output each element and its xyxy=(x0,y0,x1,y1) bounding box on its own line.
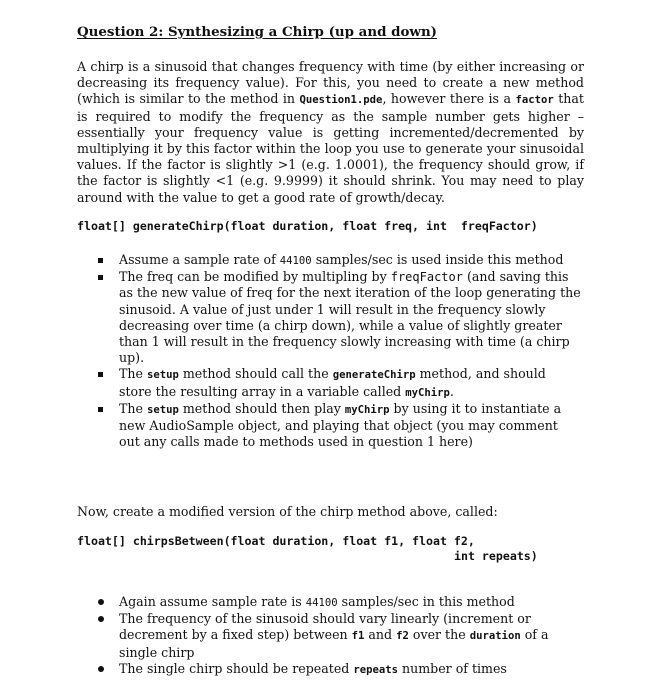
list-text: Assume a sample rate of xyxy=(119,252,280,267)
chirp-requirements-list xyxy=(119,252,582,450)
list-text: method, and should store the resulting array in a variable called xyxy=(119,366,546,399)
list-item xyxy=(119,594,582,611)
intro-text: , however there is a xyxy=(382,91,516,107)
square-bullet-icon xyxy=(98,407,103,412)
inline-code: setup xyxy=(146,369,179,382)
list-text: Again assume sample rate is xyxy=(119,594,306,609)
inline-code: f2 xyxy=(396,630,409,643)
inline-code: duration xyxy=(469,630,521,643)
list-item xyxy=(119,401,582,451)
chirps-between-requirements-list xyxy=(119,594,582,678)
chirps-between-signature-line1: float[] chirpsBetween(float duration, float f1, float f2, xyxy=(77,534,475,548)
inline-code: myChirp xyxy=(405,386,450,399)
intro-paragraph xyxy=(77,59,584,206)
inline-code: myChirp xyxy=(344,403,390,416)
now-paragraph: Now, create a modified version of the chirp method above, called: xyxy=(77,504,498,519)
list-text: (and saving this as the new value of freq for the next iteration of the loop generating the sinusoid. A value of just under 1 will result in the frequency slowly decreasing over time (a chirp down), while a value of slightly greater than 1 will result in the frequency slowly increasing with time (a chirp up). xyxy=(119,269,581,366)
generate-chirp-signature: float[] generateChirp(float duration, float freq, int freqFactor) xyxy=(77,219,538,233)
list-text: and xyxy=(364,627,397,643)
list-text: over the xyxy=(408,627,470,643)
list-text: number of times xyxy=(398,660,507,676)
document-page xyxy=(77,22,584,676)
list-text: The xyxy=(119,366,147,382)
list-text: . xyxy=(449,383,454,399)
square-bullet-icon xyxy=(98,275,103,280)
list-text: The xyxy=(119,400,147,416)
list-text: The freq can be modified by multipling by xyxy=(119,269,391,285)
inline-code: f1 xyxy=(351,630,365,643)
intro-text: A chirp is a sinusoid that changes frequency with time (by either increasing or decreasing its frequency value). For this, you need to create a new method (which is similar to the method in xyxy=(77,59,584,107)
list-text: The frequency of the sinusoid should vary linearly (increment or decrement by a fixed step) between xyxy=(119,611,531,643)
list-text: samples/sec is used inside this method xyxy=(311,252,564,267)
square-bullet-icon xyxy=(98,258,103,263)
square-bullet-icon xyxy=(98,372,103,377)
inline-code: freqFactor xyxy=(390,270,463,285)
inline-code-factor: factor xyxy=(515,94,554,107)
inline-code: setup xyxy=(146,403,179,416)
list-text: The single chirp should be repeated xyxy=(119,660,354,676)
inline-code: repeats xyxy=(353,663,398,676)
list-text: by using it to instantiate a new AudioSample object, and playing that object (you may comment out any calls made to methods used in question 1 here) xyxy=(119,400,562,450)
inline-code: 44100 xyxy=(279,255,312,267)
chirps-between-signature-line2: int repeats) xyxy=(454,549,538,563)
list-item xyxy=(119,661,582,678)
inline-code: generateChirp xyxy=(332,369,416,382)
list-item xyxy=(119,366,582,400)
round-bullet-icon xyxy=(98,599,104,605)
list-text: of a single chirp xyxy=(119,627,549,660)
list-text: method should then play xyxy=(178,400,345,416)
list-item xyxy=(119,611,582,661)
intro-text: that is required to modify the frequency as the sample number gets higher – essentially your frequency value is getting incremented/decremented by multiplying it by this factor within the loop you use to generate your sinusoidal values. If the factor is slightly >1 (e.g. 1.0001), the frequency should grow, if the factor is slightly <1 (e.g. 9.9999) it should shrink. You may need to play around with the value to get a good rate of growth/decay. xyxy=(77,91,584,205)
round-bullet-icon xyxy=(98,616,104,622)
inline-code: 44100 xyxy=(305,597,338,609)
list-item xyxy=(119,252,582,269)
question-heading: Question 2: Synthesizing a Chirp (up and down) xyxy=(77,24,438,40)
list-text: samples/sec in this method xyxy=(337,594,515,609)
inline-code-filename: Question1.pde xyxy=(299,94,383,107)
round-bullet-icon xyxy=(98,666,104,672)
list-item xyxy=(119,269,582,366)
list-text: method should call the xyxy=(178,366,333,382)
